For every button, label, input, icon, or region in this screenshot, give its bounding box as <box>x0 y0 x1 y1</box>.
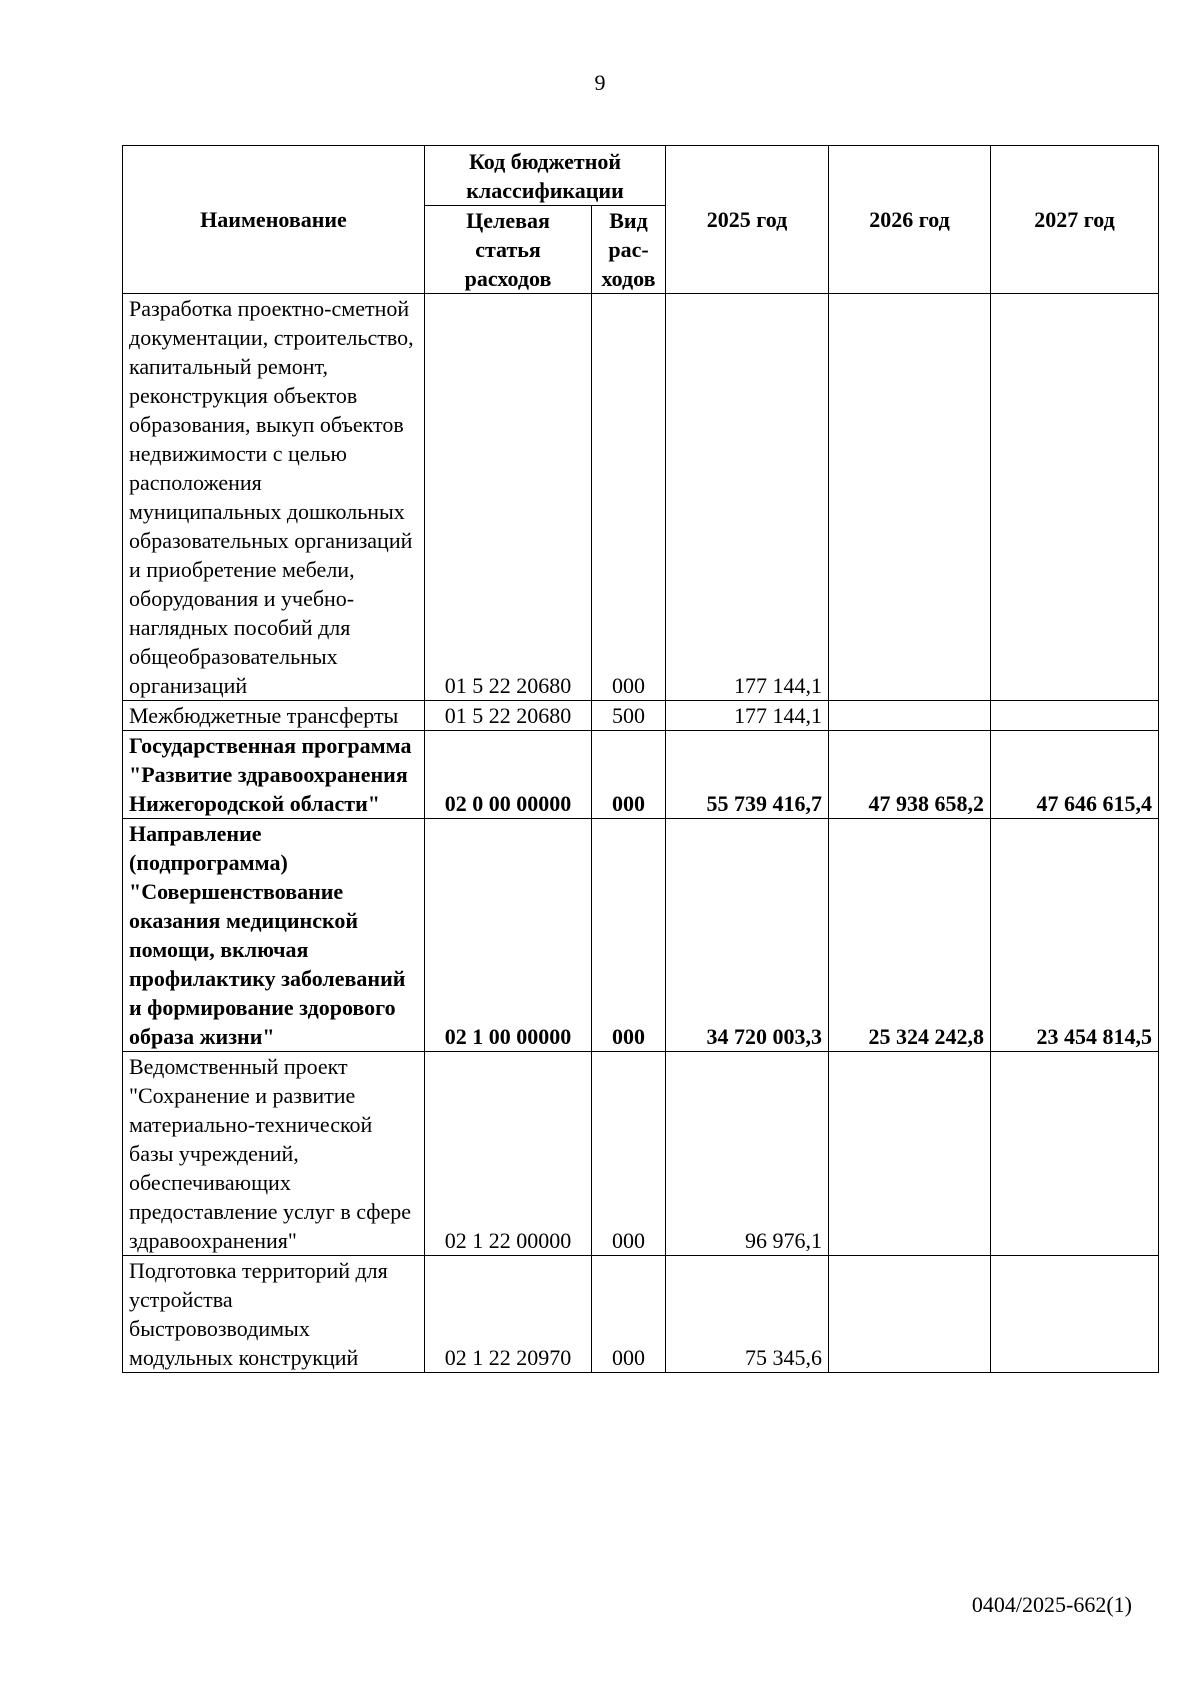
row-2027 <box>991 294 1159 701</box>
row-2025: 177 144,1 <box>666 294 829 701</box>
table-row <box>123 1052 1159 1256</box>
header-2027: 2027 год <box>991 146 1159 294</box>
table-row <box>123 701 1159 731</box>
row-2025: 55 739 416,7 <box>666 731 829 819</box>
row-2027: 23 454 814,5 <box>991 819 1159 1052</box>
row-name: Подготовка территорий для устройства быстровозводимых модульных конструкций <box>123 1256 425 1373</box>
row-vid: 000 <box>592 1256 666 1373</box>
row-2027: 47 646 615,4 <box>991 731 1159 819</box>
row-2027 <box>991 701 1159 731</box>
row-vid: 500 <box>592 701 666 731</box>
row-2026: 47 938 658,2 <box>829 731 991 819</box>
row-vid: 000 <box>592 294 666 701</box>
row-name: Государственная программа "Развитие здравоохранения Нижегородской области" <box>123 731 425 819</box>
row-vid: 000 <box>592 819 666 1052</box>
row-target-code: 02 1 22 20970 <box>425 1256 592 1373</box>
table-row <box>123 1256 1159 1373</box>
row-vid: 000 <box>592 731 666 819</box>
row-2025: 177 144,1 <box>666 701 829 731</box>
row-2026 <box>829 1256 991 1373</box>
table-header <box>123 146 1159 294</box>
row-target-code: 02 0 00 00000 <box>425 731 592 819</box>
row-2025: 75 345,6 <box>666 1256 829 1373</box>
row-2026 <box>829 294 991 701</box>
row-name: Разработка проектно-сметной документации, строительство, капитальный ремонт, реконструкция объектов образования, выкуп объектов недвижимости с целью расположения муниципальных дошкольных образовательных организаций и приобретение мебели, оборудования и учебно-наглядных пособий для общеобразовательных организаций <box>123 294 425 701</box>
row-vid: 000 <box>592 1052 666 1256</box>
row-name: Направление (подпрограмма) "Совершенствование оказания медицинской помощи, включая профилактику заболеваний и формирование здорового образа жизни" <box>123 819 425 1052</box>
table-row <box>123 819 1159 1052</box>
document-registration-code: 0404/2025-662(1) <box>971 1592 1132 1617</box>
budget-table <box>122 145 1159 1373</box>
page-number: 9 <box>594 70 606 95</box>
row-2026: 25 324 242,8 <box>829 819 991 1052</box>
row-2027 <box>991 1256 1159 1373</box>
row-target-code: 02 1 22 00000 <box>425 1052 592 1256</box>
row-2027 <box>991 1052 1159 1256</box>
header-target: Целевая статья расходов <box>425 206 592 294</box>
row-2025: 34 720 003,3 <box>666 819 829 1052</box>
row-2026 <box>829 701 991 731</box>
table-row <box>123 731 1159 819</box>
row-target-code: 02 1 00 00000 <box>425 819 592 1052</box>
header-2026: 2026 год <box>829 146 991 294</box>
header-kbk: Код бюджетной классификации <box>425 146 666 206</box>
row-target-code: 01 5 22 20680 <box>425 294 592 701</box>
table-row <box>123 294 1159 701</box>
row-2026 <box>829 1052 991 1256</box>
row-target-code: 01 5 22 20680 <box>425 701 592 731</box>
header-name: Наименование <box>123 146 425 294</box>
header-vid: Вид рас-ходов <box>592 206 666 294</box>
header-2025: 2025 год <box>666 146 829 294</box>
row-name: Межбюджетные трансферты <box>123 701 425 731</box>
row-name: Ведомственный проект "Сохранение и развитие материально-технической базы учреждений, обеспечивающих предоставление услуг в сфере здравоохранения" <box>123 1052 425 1256</box>
row-2025: 96 976,1 <box>666 1052 829 1256</box>
